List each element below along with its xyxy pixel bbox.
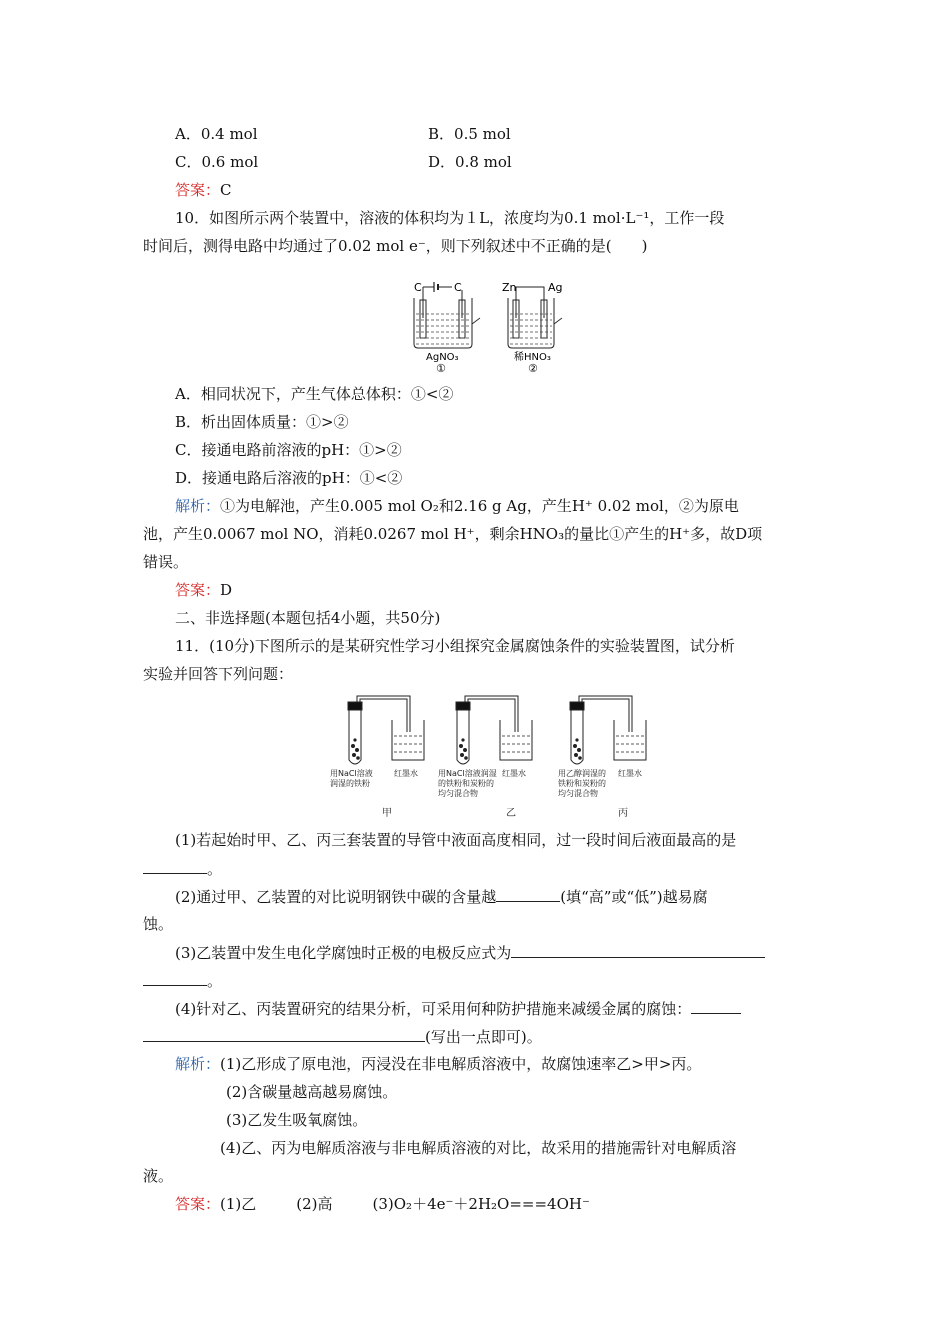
left-solution-label: AgNO₃ — [426, 352, 459, 363]
punct: 。 — [207, 860, 223, 878]
q10-analysis-line2: 池，产生0.0067 mol NO，消耗0.0267 mol H⁺，剩余HNO₃的量比①产生的H⁺多，故D项 — [143, 525, 763, 543]
answer-2: (2)高 — [296, 1195, 333, 1213]
q10-line2: 时间后，测得电路中均通过了0.02 mol e⁻，则下列叙述中不正确的是( ) — [143, 237, 648, 255]
answer-label: 答案： — [175, 581, 221, 599]
jia-beaker-label: 红墨水 — [394, 769, 418, 778]
part2-text-end: (填“高”或“低”)越易腐 — [560, 888, 708, 906]
q11-answer — [175, 1194, 590, 1214]
q10-answer — [175, 580, 232, 600]
q11-analysis-4b: 液。 — [143, 1167, 174, 1185]
q11-part1-line1: (1)若起始时甲、乙、丙三套装置的导管中液面高度相同，过一段时间后液面最高的是 — [175, 831, 737, 849]
q11-part3-line1 — [175, 942, 765, 963]
part4-text-end: (写出一点即可)。 — [425, 1028, 542, 1046]
option-a: A．0.4 mol — [175, 125, 258, 143]
q11-analysis-1 — [175, 1054, 701, 1074]
q11-analysis-4a: (4)乙、丙为电解质溶液与非电解质溶液的对比，故采用的措施需针对电解质溶 — [220, 1139, 737, 1157]
yi-tube-label-1: 用NaCl溶液润湿 — [438, 769, 497, 778]
q11-part4-line1 — [175, 998, 741, 1019]
setup-jia — [348, 696, 424, 764]
answer-value: C — [220, 181, 232, 199]
option-c: C．0.6 mol — [175, 153, 259, 171]
q10-figure — [410, 278, 580, 374]
blank-3a[interactable] — [511, 942, 765, 958]
q11-analysis-2: (2)含碳量越高越易腐蚀。 — [226, 1083, 398, 1101]
analysis-text: ①为电解池，产生0.005 mol O₂和2.16 g Ag，产生H⁺ 0.02 mol，②为原电 — [220, 497, 739, 515]
q10-option-a: A．相同状况下，产生气体总体积：①<② — [175, 385, 454, 403]
electrolysis-cell — [414, 281, 480, 374]
setup-yi — [456, 696, 532, 764]
q11-part2-line1 — [175, 886, 708, 907]
section-heading: 二、非选择题(本题包括4小题，共50分) — [175, 609, 441, 627]
q11-part1-line2 — [143, 858, 222, 879]
analysis-label: 解析： — [175, 497, 221, 515]
part2-text: (2)通过甲、乙装置的对比说明钢铁中碳的含量越 — [175, 888, 497, 906]
answer-9 — [175, 180, 232, 200]
bing-name: 丙 — [618, 808, 628, 819]
q11-analysis-3: (3)乙发生吸氧腐蚀。 — [226, 1111, 368, 1129]
q11-line1: 11．(10分)下图所示的是某研究性学习小组探究金属腐蚀条件的实验装置图，试分析 — [175, 637, 735, 655]
bing-beaker-label: 红墨水 — [618, 769, 642, 778]
q10-option-c: C．接通电路前溶液的pH：①>② — [175, 441, 402, 459]
bing-tube-label-1: 用乙醇润湿的 — [558, 769, 606, 778]
bing-tube-label-2: 铁粉和炭粉的 — [558, 779, 606, 788]
setup-bing — [570, 696, 646, 764]
left-mark: ① — [436, 362, 446, 374]
answer-value: D — [220, 581, 233, 599]
bing-tube-label-3: 均匀混合物 — [558, 789, 598, 798]
q11-part2-line2: 蚀。 — [143, 915, 174, 933]
blank-1[interactable] — [143, 858, 207, 874]
yi-beaker-label: 红墨水 — [502, 769, 526, 778]
yi-tube-label-2: 的铁粉和炭粉的 — [438, 779, 494, 788]
part4-text: (4)针对乙、丙装置研究的结果分析，可采用何种防护措施来减缓金属的腐蚀： — [175, 1000, 692, 1018]
q10-line1: 10．如图所示两个装置中，溶液的体积均为１L，浓度均为0.1 mol·L⁻¹，工作一段 — [175, 209, 725, 227]
analysis-label: 解析： — [175, 1055, 221, 1073]
q11-line2: 实验并回答下列问题： — [143, 665, 294, 683]
jia-name: 甲 — [382, 808, 392, 819]
answer-1: (1)乙 — [220, 1195, 257, 1213]
right-solution-label: 稀HNO₃ — [514, 352, 551, 363]
q10-option-b: B．析出固体质量：①>② — [175, 413, 349, 431]
jia-tube-label-1: 用NaCl溶液 — [330, 769, 373, 778]
part3-text: (3)乙装置中发生电化学腐蚀时正极的电极反应式为 — [175, 944, 512, 962]
left-electrode-label: C — [414, 281, 422, 294]
blank-3b[interactable] — [143, 970, 207, 986]
analysis-text: (1)乙形成了原电池，丙浸没在非电解质溶液中，故腐蚀速率乙>甲>丙。 — [220, 1055, 702, 1073]
blank-4b[interactable] — [143, 1026, 425, 1042]
q11-part3-line2 — [143, 970, 222, 991]
q10-analysis-line1 — [175, 496, 739, 516]
blank-4a[interactable] — [691, 998, 741, 1014]
q10-analysis-line3: 错误。 — [143, 553, 189, 571]
option-b: B．0.5 mol — [428, 125, 511, 143]
galvanic-cell — [502, 281, 563, 374]
punct: 。 — [207, 972, 223, 990]
zn-label: Zn — [502, 281, 517, 294]
ag-label: Ag — [548, 281, 563, 294]
answer-label: 答案： — [175, 181, 221, 199]
right-mark: ② — [528, 362, 538, 374]
yi-tube-label-3: 均匀混合物 — [438, 789, 478, 798]
q10-option-d: D．接通电路后溶液的pH：①<② — [175, 469, 403, 487]
answer-3: (3)O₂＋4e⁻＋2H₂O===4OH⁻ — [372, 1195, 590, 1213]
q11-figure — [330, 692, 670, 820]
right-electrode-label: C — [454, 281, 462, 294]
option-d: D．0.8 mol — [428, 153, 512, 171]
yi-name: 乙 — [506, 808, 516, 819]
blank-2[interactable] — [496, 886, 560, 902]
answer-label: 答案： — [175, 1195, 221, 1213]
jia-tube-label-2: 润湿的铁粉 — [330, 779, 370, 788]
q11-part4-line2 — [143, 1026, 542, 1047]
